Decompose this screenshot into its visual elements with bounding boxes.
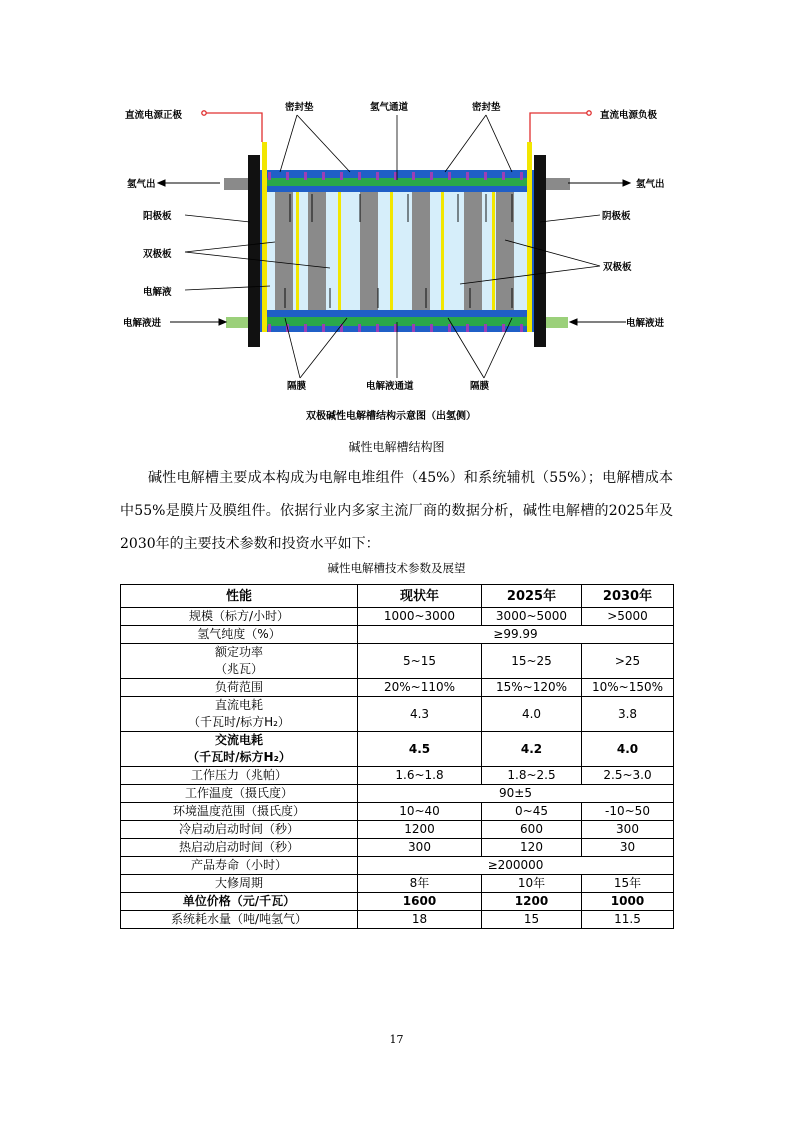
table-cell: 120 [482, 839, 582, 857]
cell-line: （兆瓦） [214, 662, 263, 676]
gasket [394, 324, 397, 332]
label-cathode: 阴极板 [602, 211, 631, 222]
table-cell: 4.5 [358, 732, 482, 767]
table-cell: 8年 [358, 875, 482, 893]
table-cell: 冷启动启动时间（秒） [121, 821, 358, 839]
bipolar-plate [412, 192, 430, 310]
gasket [304, 172, 307, 180]
electrolyzer-structure-svg [0, 0, 793, 430]
table-cell: 3000~5000 [482, 608, 582, 626]
label-gasket-right: 密封垫 [472, 102, 501, 113]
table-cell: ≥200000 [358, 857, 674, 875]
table-cell: 4.2 [482, 732, 582, 767]
membrane [338, 192, 341, 310]
table-cell: 15%~120% [482, 679, 582, 697]
table-cell [121, 697, 358, 732]
label-h2-out-left: 氢气出 [127, 179, 156, 190]
label-membrane-left: 隔膜 [287, 381, 307, 392]
table-cell [121, 644, 358, 679]
gasket [466, 172, 469, 180]
table-cell: -10~50 [582, 803, 674, 821]
gasket [268, 172, 271, 180]
table-cell: 11.5 [582, 911, 674, 929]
gasket [448, 324, 451, 332]
gasket [520, 172, 523, 180]
cathode-plate [527, 142, 532, 332]
table-cell: 5~15 [358, 644, 482, 679]
gasket [430, 324, 433, 332]
gasket [520, 324, 523, 332]
bipolar-plate [360, 192, 378, 310]
header-cell: 性能 [121, 585, 358, 608]
table-cell: 15年 [582, 875, 674, 893]
table-cell: 4.0 [482, 697, 582, 732]
table-cell: 系统耗水量（吨/吨氢气） [121, 911, 358, 929]
bipolar-plate [496, 192, 514, 310]
table-cell: 工作压力（兆帕） [121, 767, 358, 785]
table-cell: 30 [582, 839, 674, 857]
table-cell: 1200 [482, 893, 582, 911]
table-row [121, 732, 674, 767]
gasket [376, 324, 379, 332]
table-cell: 氢气纯度（%） [121, 626, 358, 644]
table-cell: 热启动启动时间（秒） [121, 839, 358, 857]
table-cell: 0~45 [482, 803, 582, 821]
gasket [286, 172, 289, 180]
table-row [121, 626, 674, 644]
table-title: 碱性电解槽技术参数及展望 [327, 561, 466, 575]
table-cell: 产品寿命（小时） [121, 857, 358, 875]
label-h2-channel: 氢气通道 [370, 102, 409, 113]
gasket [376, 172, 379, 180]
table-row [121, 608, 674, 626]
table-cell: 环境温度范围（摄氏度） [121, 803, 358, 821]
table-cell [121, 732, 358, 767]
label-electrolyte-channel: 电解液通道 [366, 381, 414, 392]
cell-line: 直流电耗 [214, 698, 263, 712]
table-cell: 20%~110% [358, 679, 482, 697]
gasket [340, 172, 343, 180]
label-electrolyte-in-right: 电解液进 [626, 318, 665, 329]
table-cell: >25 [582, 644, 674, 679]
header-cell: 现状年 [358, 585, 482, 608]
label-dc-negative: 直流电源负极 [600, 110, 658, 121]
table-cell: 1000 [582, 893, 674, 911]
table-header-row [121, 585, 674, 608]
power-wires [202, 111, 591, 142]
anode-plate [262, 142, 267, 332]
label-electrolyte-in-left: 电解液进 [123, 318, 162, 329]
page-number: 17 [389, 1033, 404, 1046]
table-cell: ≥99.99 [358, 626, 674, 644]
table-cell: >5000 [582, 608, 674, 626]
table-cell: 2.5~3.0 [582, 767, 674, 785]
table-row [121, 785, 674, 803]
table-row [121, 839, 674, 857]
cell-line: 额定功率 [214, 645, 263, 659]
tech-params-table [120, 584, 674, 929]
gasket [268, 324, 271, 332]
table-cell: 3.8 [582, 697, 674, 732]
table-cell: 1600 [358, 893, 482, 911]
diagram-title: 双极碱性电解槽结构示意图（出氢侧） [306, 411, 476, 422]
gasket [502, 172, 505, 180]
cell-line: 交流电耗 [214, 733, 263, 747]
table-row [121, 911, 674, 929]
gasket [322, 172, 325, 180]
gasket [304, 324, 307, 332]
table-cell: 1.6~1.8 [358, 767, 482, 785]
label-h2-out-right: 氢气出 [636, 179, 665, 190]
table-cell: 10年 [482, 875, 582, 893]
table-cell: 15 [482, 911, 582, 929]
table-row [121, 821, 674, 839]
membrane [390, 192, 393, 310]
table-cell: 18 [358, 911, 482, 929]
label-anode: 阳极板 [143, 211, 172, 222]
label-membrane-right: 隔膜 [470, 381, 490, 392]
gasket [502, 324, 505, 332]
gasket [484, 324, 487, 332]
cell-line: （千瓦时/标方H₂） [187, 750, 291, 764]
table-cell: 单位价格（元/千瓦） [121, 893, 358, 911]
table-cell: 15~25 [482, 644, 582, 679]
table-row [121, 857, 674, 875]
body-paragraph: 碱性电解槽主要成本构成为电解电堆组件（45%）和系统辅机（55%）；电解槽成本中55%是膜片及膜组件。依据行业内多家主流厂商的数据分析，碱性电解槽的2025年及2030年的主要技术参数和投资水平如下： [120, 470, 673, 552]
gasket [394, 172, 397, 180]
table-cell: 300 [358, 839, 482, 857]
bipolar-plate [308, 192, 326, 310]
gasket [358, 172, 361, 180]
label-bipolar-right: 双极板 [603, 262, 632, 273]
table-cell: 10~40 [358, 803, 482, 821]
gasket [358, 324, 361, 332]
gasket [430, 172, 433, 180]
table-cell: 600 [482, 821, 582, 839]
table-cell: 1200 [358, 821, 482, 839]
bipolar-plate [464, 192, 482, 310]
figure-caption: 碱性电解槽结构图 [348, 440, 445, 454]
membrane [492, 192, 495, 310]
gasket [412, 324, 415, 332]
table-row [121, 644, 674, 679]
table-cell: 规模（标方/小时） [121, 608, 358, 626]
table-row [121, 697, 674, 732]
gasket [412, 172, 415, 180]
gasket [484, 172, 487, 180]
header-cell: 2030年 [582, 585, 674, 608]
end-plate-left [248, 155, 260, 347]
cell-line: （千瓦时/标方H₂） [188, 715, 290, 729]
label-dc-positive: 直流电源正极 [125, 110, 183, 121]
gasket [448, 172, 451, 180]
table-cell: 大修周期 [121, 875, 358, 893]
table-cell: 4.0 [582, 732, 674, 767]
table-cell: 负荷范围 [121, 679, 358, 697]
table-cell: 4.3 [358, 697, 482, 732]
gasket [322, 324, 325, 332]
table-row [121, 875, 674, 893]
electrolyte-region [264, 192, 530, 310]
membrane [441, 192, 444, 310]
table-row [121, 893, 674, 911]
label-gasket-left: 密封垫 [285, 102, 314, 113]
gasket [466, 324, 469, 332]
table-row [121, 767, 674, 785]
header-cell: 2025年 [482, 585, 582, 608]
table-row [121, 803, 674, 821]
table-cell: 工作温度（摄氏度） [121, 785, 358, 803]
table-cell: 10%~150% [582, 679, 674, 697]
table-cell: 1000~3000 [358, 608, 482, 626]
table-cell: 90±5 [358, 785, 674, 803]
table-cell: 1.8~2.5 [482, 767, 582, 785]
label-electrolyte: 电解液 [143, 287, 172, 298]
table-cell: 300 [582, 821, 674, 839]
label-bipolar-left: 双极板 [143, 249, 172, 260]
membrane [296, 192, 299, 310]
table-row [121, 679, 674, 697]
